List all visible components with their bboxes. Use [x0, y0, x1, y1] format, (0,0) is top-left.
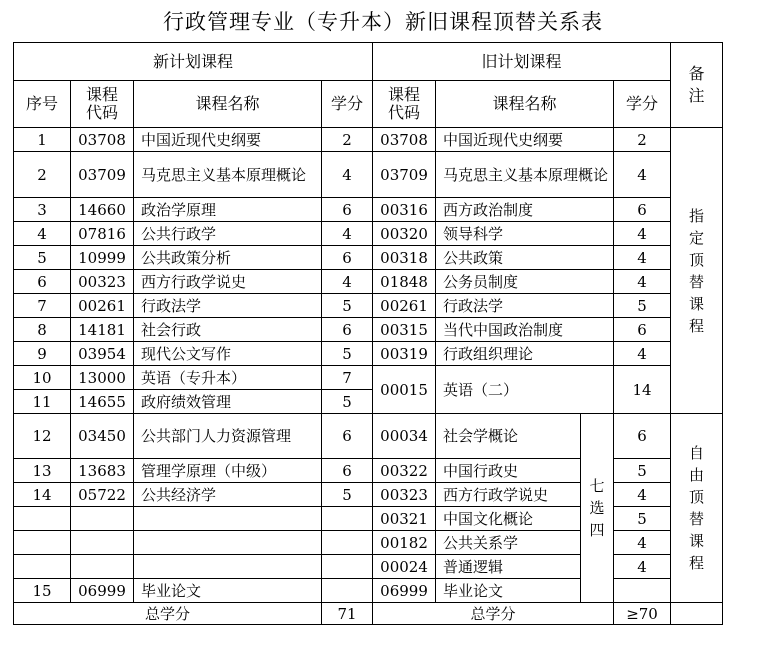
empty-cell [671, 603, 723, 625]
old-credit: 4 [614, 483, 671, 507]
new-seq: 12 [14, 414, 71, 459]
old-name: 社会学概论 [436, 414, 581, 459]
total-new-label: 总学分 [14, 603, 322, 625]
table-row [14, 342, 723, 366]
table-row [14, 366, 723, 390]
table-row [14, 318, 723, 342]
table-row [14, 198, 723, 222]
new-code: 03708 [71, 128, 134, 152]
new-credit-header: 学分 [322, 81, 373, 128]
table-row [14, 555, 723, 579]
new-name: 管理学原理（中级） [134, 459, 322, 483]
old-code-header [373, 81, 436, 128]
empty-cell [14, 507, 71, 531]
new-code: 14655 [71, 390, 134, 414]
old-name: 普通逻辑 [436, 555, 581, 579]
old-credit: 5 [614, 294, 671, 318]
remark-free-char: 课 [689, 532, 705, 550]
new-seq: 5 [14, 246, 71, 270]
new-credit: 4 [322, 222, 373, 246]
empty-cell [14, 531, 71, 555]
new-seq: 6 [14, 270, 71, 294]
elective-note-char: 七 [589, 477, 605, 495]
old-code-header-line1: 课程 [388, 85, 421, 104]
empty-cell [71, 531, 134, 555]
new-credit: 7 [322, 366, 373, 390]
new-plan-header: 新计划课程 [14, 43, 373, 81]
elective-note-char: 选 [589, 499, 605, 517]
old-name: 中国文化概论 [436, 507, 581, 531]
new-credit: 6 [322, 414, 373, 459]
new-name: 公共经济学 [134, 483, 322, 507]
old-credit: 4 [614, 152, 671, 198]
table-row [14, 128, 723, 152]
old-code: 00261 [373, 294, 436, 318]
old-code: 03709 [373, 152, 436, 198]
total-old-value: ≥70 [614, 603, 671, 625]
old-code: 01848 [373, 270, 436, 294]
table-row [14, 459, 723, 483]
new-credit: 6 [322, 318, 373, 342]
old-credit: 6 [614, 414, 671, 459]
remark-free-char: 顶 [689, 488, 705, 506]
table-row [14, 531, 723, 555]
new-seq: 3 [14, 198, 71, 222]
elective-note-char: 四 [589, 521, 605, 539]
remark-free-char: 自 [689, 444, 705, 462]
empty-cell [134, 555, 322, 579]
old-credit: 6 [614, 318, 671, 342]
old-code: 00319 [373, 342, 436, 366]
old-code: 06999 [373, 579, 436, 603]
table-row [14, 579, 723, 603]
total-new-value: 71 [322, 603, 373, 625]
old-name: 公共政策 [436, 246, 614, 270]
old-name: 西方行政学说史 [436, 483, 581, 507]
new-credit: 5 [322, 342, 373, 366]
new-name: 政治学原理 [134, 198, 322, 222]
empty-cell [14, 555, 71, 579]
old-code: 03708 [373, 128, 436, 152]
new-credit: 4 [322, 270, 373, 294]
table-row [14, 152, 723, 198]
old-code: 00318 [373, 246, 436, 270]
empty-cell [134, 507, 322, 531]
table-row [14, 222, 723, 246]
remark-designated-char: 程 [689, 316, 705, 335]
table-row [14, 294, 723, 318]
new-code: 03450 [71, 414, 134, 459]
new-credit: 6 [322, 198, 373, 222]
table-row [14, 414, 723, 459]
empty-cell [134, 531, 322, 555]
old-code: 00320 [373, 222, 436, 246]
empty-cell [71, 507, 134, 531]
new-name: 现代公文写作 [134, 342, 322, 366]
old-code: 00024 [373, 555, 436, 579]
new-seq: 8 [14, 318, 71, 342]
old-credit: 6 [614, 198, 671, 222]
new-code-header [71, 81, 134, 128]
new-seq: 4 [14, 222, 71, 246]
new-code: 00261 [71, 294, 134, 318]
new-seq: 14 [14, 483, 71, 507]
totals-row [14, 603, 723, 625]
old-credit: 4 [614, 222, 671, 246]
old-name: 行政组织理论 [436, 342, 614, 366]
new-name: 英语（专升本） [134, 366, 322, 390]
new-seq: 11 [14, 390, 71, 414]
new-code: 13000 [71, 366, 134, 390]
new-credit: 5 [322, 390, 373, 414]
new-code: 05722 [71, 483, 134, 507]
seq-header: 序号 [14, 81, 71, 128]
new-code: 14660 [71, 198, 134, 222]
old-code: 00182 [373, 531, 436, 555]
new-name: 中国近现代史纲要 [134, 128, 322, 152]
new-code-header-line1: 课程 [85, 85, 118, 104]
table-row [14, 246, 723, 270]
empty-cell [322, 531, 373, 555]
old-name: 马克思主义基本原理概论 [436, 152, 614, 198]
old-name: 中国行政史 [436, 459, 581, 483]
page-title: 行政管理专业（专升本）新旧课程顶替关系表 [163, 10, 603, 34]
new-credit: 5 [322, 294, 373, 318]
remarks-header-char: 备 [688, 64, 705, 83]
new-name: 公共政策分析 [134, 246, 322, 270]
new-code: 07816 [71, 222, 134, 246]
remark-free-char: 程 [689, 554, 705, 572]
remark-designated-char: 课 [689, 294, 705, 313]
new-code: 13683 [71, 459, 134, 483]
elective-note [581, 414, 614, 603]
old-credit: 2 [614, 128, 671, 152]
empty-cell [322, 507, 373, 531]
old-name: 公务员制度 [436, 270, 614, 294]
old-credit: 4 [614, 555, 671, 579]
new-name: 公共部门人力资源管理 [134, 414, 322, 459]
new-name: 行政法学 [134, 294, 322, 318]
course-replacement-table [13, 42, 723, 625]
old-code: 00316 [373, 198, 436, 222]
remark-designated-char: 替 [689, 272, 705, 291]
new-seq: 10 [14, 366, 71, 390]
old-credit-header: 学分 [614, 81, 671, 128]
new-code: 03954 [71, 342, 134, 366]
old-credit: 5 [614, 507, 671, 531]
empty-cell [322, 555, 373, 579]
old-code: 00321 [373, 507, 436, 531]
old-code: 00323 [373, 483, 436, 507]
new-name: 政府绩效管理 [134, 390, 322, 414]
new-name: 毕业论文 [134, 579, 322, 603]
new-name: 社会行政 [134, 318, 322, 342]
remarks-header [671, 43, 723, 128]
empty-cell [71, 555, 134, 579]
new-credit: 6 [322, 246, 373, 270]
remark-designated-char: 指 [689, 206, 705, 225]
table-row [14, 270, 723, 294]
old-name: 中国近现代史纲要 [436, 128, 614, 152]
old-name: 毕业论文 [436, 579, 581, 603]
new-name: 西方行政学说史 [134, 270, 322, 294]
new-seq: 13 [14, 459, 71, 483]
new-code-header-line2: 代码 [85, 103, 118, 122]
new-seq: 15 [14, 579, 71, 603]
old-credit: 4 [614, 531, 671, 555]
new-credit: 6 [322, 459, 373, 483]
remark-designated [671, 128, 723, 414]
old-code-header-line2: 代码 [388, 103, 421, 122]
old-name: 领导科学 [436, 222, 614, 246]
new-code: 03709 [71, 152, 134, 198]
old-plan-header: 旧计划课程 [373, 43, 671, 81]
table-row [14, 507, 723, 531]
old-name: 西方政治制度 [436, 198, 614, 222]
new-seq: 9 [14, 342, 71, 366]
total-old-label: 总学分 [373, 603, 614, 625]
new-credit: 5 [322, 483, 373, 507]
new-code: 00323 [71, 270, 134, 294]
new-seq: 7 [14, 294, 71, 318]
new-credit: 4 [322, 152, 373, 198]
new-code: 06999 [71, 579, 134, 603]
remark-free [671, 414, 723, 603]
new-code: 14181 [71, 318, 134, 342]
old-name: 英语（二） [436, 366, 614, 414]
new-seq: 1 [14, 128, 71, 152]
remark-designated-char: 定 [689, 228, 705, 247]
old-name-header: 课程名称 [436, 81, 614, 128]
new-name: 马克思主义基本原理概论 [134, 152, 322, 198]
old-name: 当代中国政治制度 [436, 318, 614, 342]
remark-free-char: 由 [689, 466, 705, 484]
remark-designated-char: 顶 [689, 250, 705, 269]
old-code: 00315 [373, 318, 436, 342]
new-seq: 2 [14, 152, 71, 198]
remark-free-char: 替 [689, 510, 705, 528]
new-credit: 2 [322, 128, 373, 152]
empty-cell [614, 579, 671, 603]
old-credit: 5 [614, 459, 671, 483]
old-credit: 4 [614, 270, 671, 294]
new-name-header: 课程名称 [134, 81, 322, 128]
old-name: 行政法学 [436, 294, 614, 318]
new-code: 10999 [71, 246, 134, 270]
new-credit [322, 579, 373, 603]
old-credit: 14 [614, 366, 671, 414]
old-code: 00322 [373, 459, 436, 483]
old-code: 00015 [373, 366, 436, 414]
old-code: 00034 [373, 414, 436, 459]
old-credit: 4 [614, 342, 671, 366]
old-credit: 4 [614, 246, 671, 270]
old-name: 公共关系学 [436, 531, 581, 555]
remarks-header-char: 注 [688, 86, 705, 105]
new-name: 公共行政学 [134, 222, 322, 246]
table-row [14, 483, 723, 507]
